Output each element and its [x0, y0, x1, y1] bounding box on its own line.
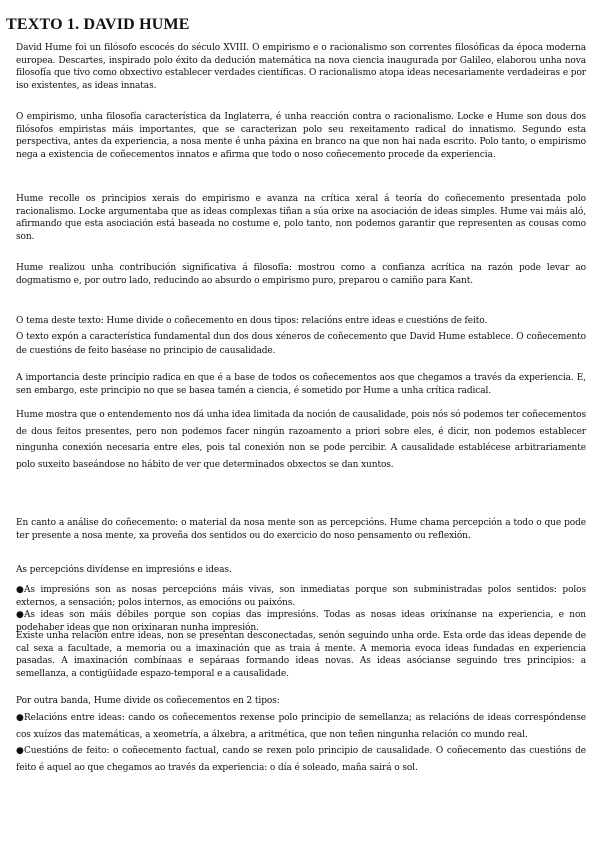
paragraph-intro: David Hume foi un filósofo escocés do século XVIII. O empirismo e o racionalismo son correntes filosóficas da época moderna europea. Descartes, inspirado polo éxito da dedución matemática na nova ciencia inaugurada por Galileo, elaborou unha nova filosofía que tivo como obxectivo establecer verdades científicas. O racionalismo atopa ideas necesariamente verdadeiras e por iso existentes, as ideas innatas.	[16, 43, 586, 91]
bullet-icon: ●	[16, 610, 24, 621]
paragraph-empiricism: O empirismo, unha filosofía característica da Inglaterra, é unha reacción contra o racionalismo. Locke e Hume son dous dos filósofos empiristas máis importantes, que se caracterizan polo seu rexeitamento radical do innatismo. Segundo esta perspectiva, antes da experiencia, a nosa mente é unha páxina en branco na que non hai nada escrito. Polo tanto, o empirismo nega a existencia de coñecementos innatos e afirma que todo o noso coñecemento procede da experiencia.	[16, 112, 586, 160]
bullet-icon: ●	[16, 713, 24, 723]
document-title: TEXTO 1. DAVID HUME	[6, 16, 190, 33]
paragraph-perceptions: En canto a análise do coñecemento: o material da nosa mente son as percepcións. Hume chama percepción a todo o que pode ter presente a nosa mente, xa proveña dos sentidos ou do exercicio do noso pensamento ou reflexión.	[16, 518, 586, 541]
list-item	[16, 743, 586, 776]
list-item	[16, 710, 586, 743]
bullet-icon: ●	[16, 585, 24, 595]
paragraph-causality: Hume mostra que o entendemento nos dá unha idea limitada da noción de causalidade, pois nós só podemos ter coñecementos de dous feitos presentes, pero non podemos facer ningún razoamento a priori sobre eles, é dicir, non podemos establecer ningunha conexión necesaria entre eles, pois tal conexión non se pode percibir. A causalidade establécese arbitrariamente polo suxeito baseándose no hábito de ver que determinados obxectos se dan xuntos.	[16, 410, 586, 470]
paragraph-relations: Existe unha relación entre ideas, non se presentan desconectadas, senón seguindo unha orde. Esta orde das ideas depende de cal sexa a facultade, a memoria ou a imaxinación que as traia á mente. A memoria evoca ideas fundadas en experiencia pasadas. A imaxinación combínaas e sepáraas formando ideas novas. As ideas asócianse seguindo tres principios: a semellanza, a contigüidade espazo-temporal e a causalidade.	[16, 631, 586, 679]
paragraph-text-exposes: O texto expón a característica fundamental dun dos dous xéneros de coñecemento que David Hume establece. O coñecemento de cuestións de feito baséase no principio de causalidade.	[16, 332, 586, 356]
bullet-list-perceptions	[16, 584, 586, 634]
paragraph-theme: O tema deste texto: Hume divide o coñecemento en dous tipos: relacións entre ideas e cuestións de feito.	[16, 316, 488, 326]
paragraph-contribution: Hume realizou unha contribución significativa á filosofía: mostrou como a confianza acrítica na razón pode levar ao dogmatismo e, por outro lado, reducindo ao absurdo o empirismo puro, preparou o camiño para Kant.	[16, 263, 586, 286]
paragraph-importance: A importancia deste principio radica en que é a base de todos os coñecementos aos que chegamos a través da experiencia. E, sen embargo, este principio no que se basea tamén a ciencia, é sometido por Hume a unha crítica radical.	[16, 373, 586, 396]
list-item-text: As impresións son as nosas percepcións máis vivas, son inmediatas porque son subministradas polos sentidos: polos externos, a sensación; polos internos, as emocións ou paixóns.	[16, 585, 586, 608]
paragraph-hume-principles: Hume recolle os principios xerais do empirismo e avanza na crítica xeral á teoría do coñecemento presentada polo racionalismo. Locke argumentaba que as ideas complexas tiñan a súa orixe na asociación de ideas simples. Hume vai máis aló, afirmando que esta asociación está baseada no costume e, polo tanto, non podemos garantir que representen as cousas como son.	[16, 194, 586, 242]
list-item-text: Relacións entre ideas: cando os coñecementos rexense polo principio de semellanza; as relacións de ideas correspóndense cos xuízos das matemáticas, a xeometría, a álxebra, a aritmética, que non teñen ningunha relación co mundo real.	[16, 713, 586, 740]
list-item	[16, 584, 586, 609]
list-item-text: Cuestións de feito: o coñecemento factual, cando se rexen polo principio de causalidade. O coñecemento das cuestións de feito é aquel ao que chegamos ao través da experiencia: o día é soleado, maña sairá o sol.	[16, 746, 586, 773]
paragraph-perceptions-division: As percepcións divídense en impresións e ideas.	[16, 565, 232, 575]
bullet-icon: ●	[16, 746, 24, 757]
list-item-text: As ideas son máis débiles porque son copias das impresións. Todas as nosas ideas orixínanse na experiencia, e non podehaber ideas que non orixinaran nunha impresión.	[16, 610, 586, 633]
bullet-list-knowledge-types	[16, 710, 586, 776]
paragraph-two-types: Por outra banda, Hume divide os coñecementos en 2 tipos:	[16, 696, 280, 706]
